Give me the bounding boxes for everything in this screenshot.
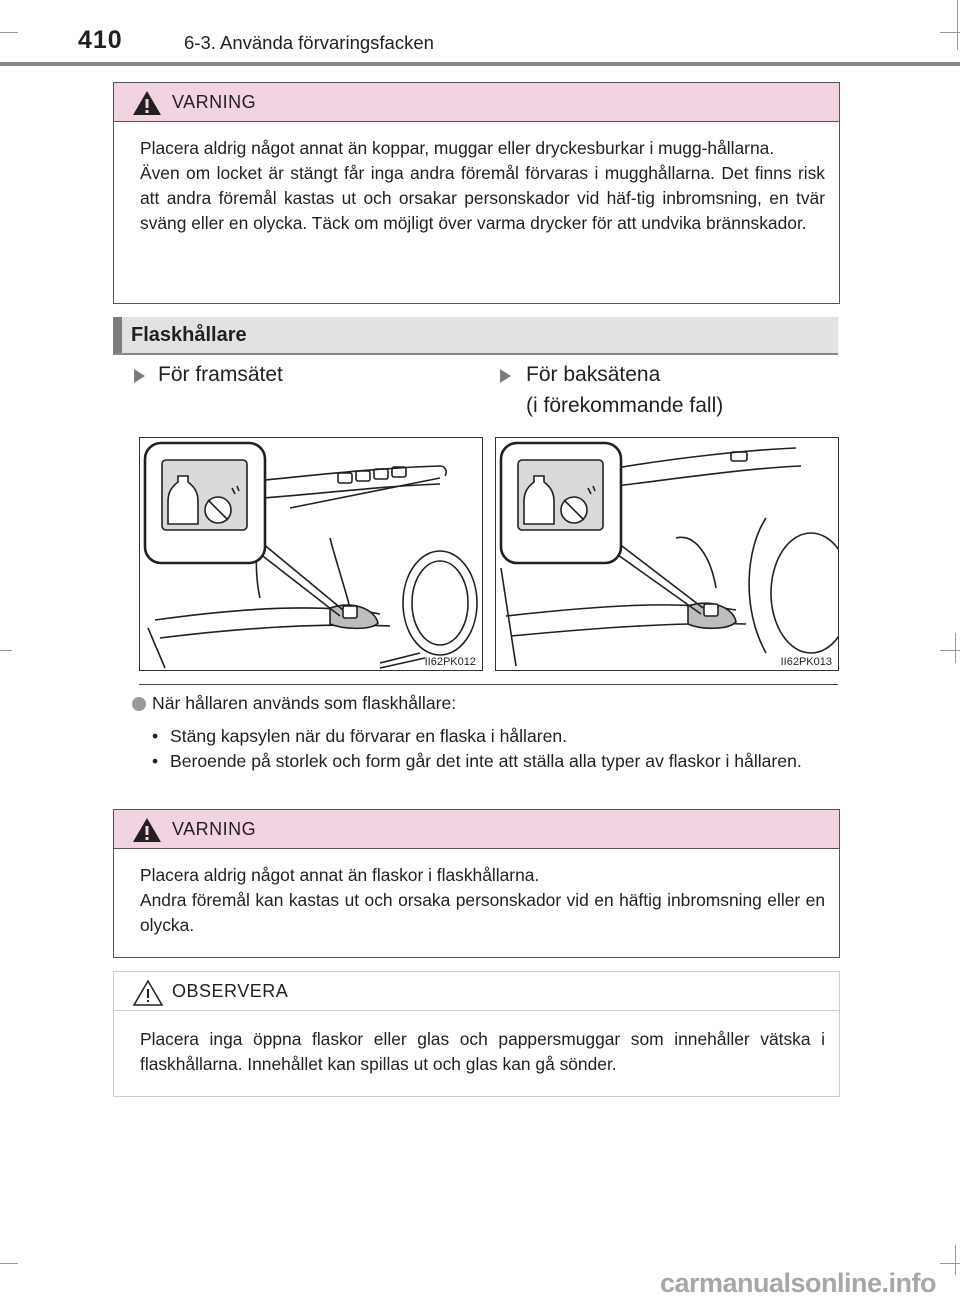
- warning-body: [114, 122, 839, 250]
- notice-header: [114, 972, 839, 1011]
- figure-front-door: [139, 437, 483, 671]
- section-heading-bar: [113, 317, 122, 353]
- list-item: [152, 724, 838, 749]
- arrow-icon: [500, 369, 511, 383]
- page-number: 410: [78, 26, 123, 54]
- list-item-text: Beroende på storlek och form går det inte att ställa alla typer av flaskor i hållaren.: [170, 751, 802, 771]
- crop-mark: [957, 0, 958, 50]
- crop-mark: [955, 1245, 956, 1275]
- divider: [139, 684, 838, 685]
- note-list: [152, 724, 838, 774]
- notice-paragraph: Placera inga öppna flaskor eller glas och pappersmuggar som innehåller vätska i flaskhållarna. Innehållet kan spillas ut och glas kan gå sönder.: [140, 1029, 825, 1074]
- list-item: [152, 749, 838, 774]
- note-lead: När hållaren används som flaskhållare:: [152, 693, 457, 713]
- figure-code: II62PK013: [780, 656, 832, 668]
- crop-mark: [0, 1263, 18, 1264]
- door-bottle-holder-illustration: [140, 438, 482, 670]
- warning-paragraph: Andra föremål kan kastas ut och orsaka personskador vid en häftig inbromsning eller en olycka.: [140, 890, 825, 935]
- warning-header: [114, 810, 839, 849]
- crop-mark: [955, 633, 956, 663]
- figure-code: II62PK012: [424, 656, 476, 668]
- section-title: 6-3. Använda förvaringsfacken: [184, 32, 434, 53]
- crop-mark: [940, 650, 960, 651]
- caution-triangle-icon: [132, 979, 164, 1007]
- warning-box-cupholder: [113, 82, 840, 304]
- arrow-icon: [134, 369, 145, 383]
- notice-body: [114, 1011, 839, 1091]
- notice-label: OBSERVERA: [172, 981, 289, 1001]
- list-item-text: Stäng kapsylen när du förvarar en flaska i hållaren.: [170, 726, 568, 746]
- bullet-icon: •: [152, 751, 159, 771]
- rear-seat-sublabel: (i förekommande fall): [526, 394, 724, 417]
- warning-header: [114, 83, 839, 122]
- warning-box-bottleholder: [113, 809, 840, 958]
- door-bottle-holder-illustration: [496, 438, 838, 670]
- warning-triangle-icon: [132, 817, 162, 843]
- warning-triangle-icon: [132, 90, 162, 116]
- rear-seat-label: För baksätena: [526, 363, 661, 386]
- figure-rear-door: [495, 437, 839, 671]
- warning-body: [114, 849, 839, 952]
- notice-box: [113, 971, 840, 1097]
- header-rule: [0, 62, 960, 66]
- bullet-dot: [132, 697, 146, 711]
- warning-paragraph: Placera aldrig något annat än flaskor i flaskhållarna.: [140, 865, 540, 885]
- front-seat-label: För framsätet: [158, 363, 283, 386]
- warning-label: VARNING: [172, 819, 257, 839]
- warning-paragraph: Även om locket är stängt får inga andra föremål förvaras i mugghållarna. Det finns risk att andra föremål kastas ut och orsakar personskador vid häf-tig inbromsning, en tvär sväng eller en olycka. Täck om möjligt över varma drycker för att undvika brännskador.: [140, 163, 825, 233]
- warning-paragraph: Placera aldrig något annat än koppar, muggar eller dryckesburkar i mugg-hållarna.: [140, 138, 775, 158]
- crop-mark: [940, 1263, 960, 1264]
- crop-mark: [0, 650, 12, 651]
- section-heading-title: Flaskhållare: [131, 324, 247, 346]
- crop-mark: [0, 32, 18, 33]
- bullet-icon: •: [152, 726, 159, 746]
- section-heading: [113, 317, 838, 355]
- watermark: carmanualsonline.info: [659, 1268, 936, 1298]
- warning-label: VARNING: [172, 92, 257, 112]
